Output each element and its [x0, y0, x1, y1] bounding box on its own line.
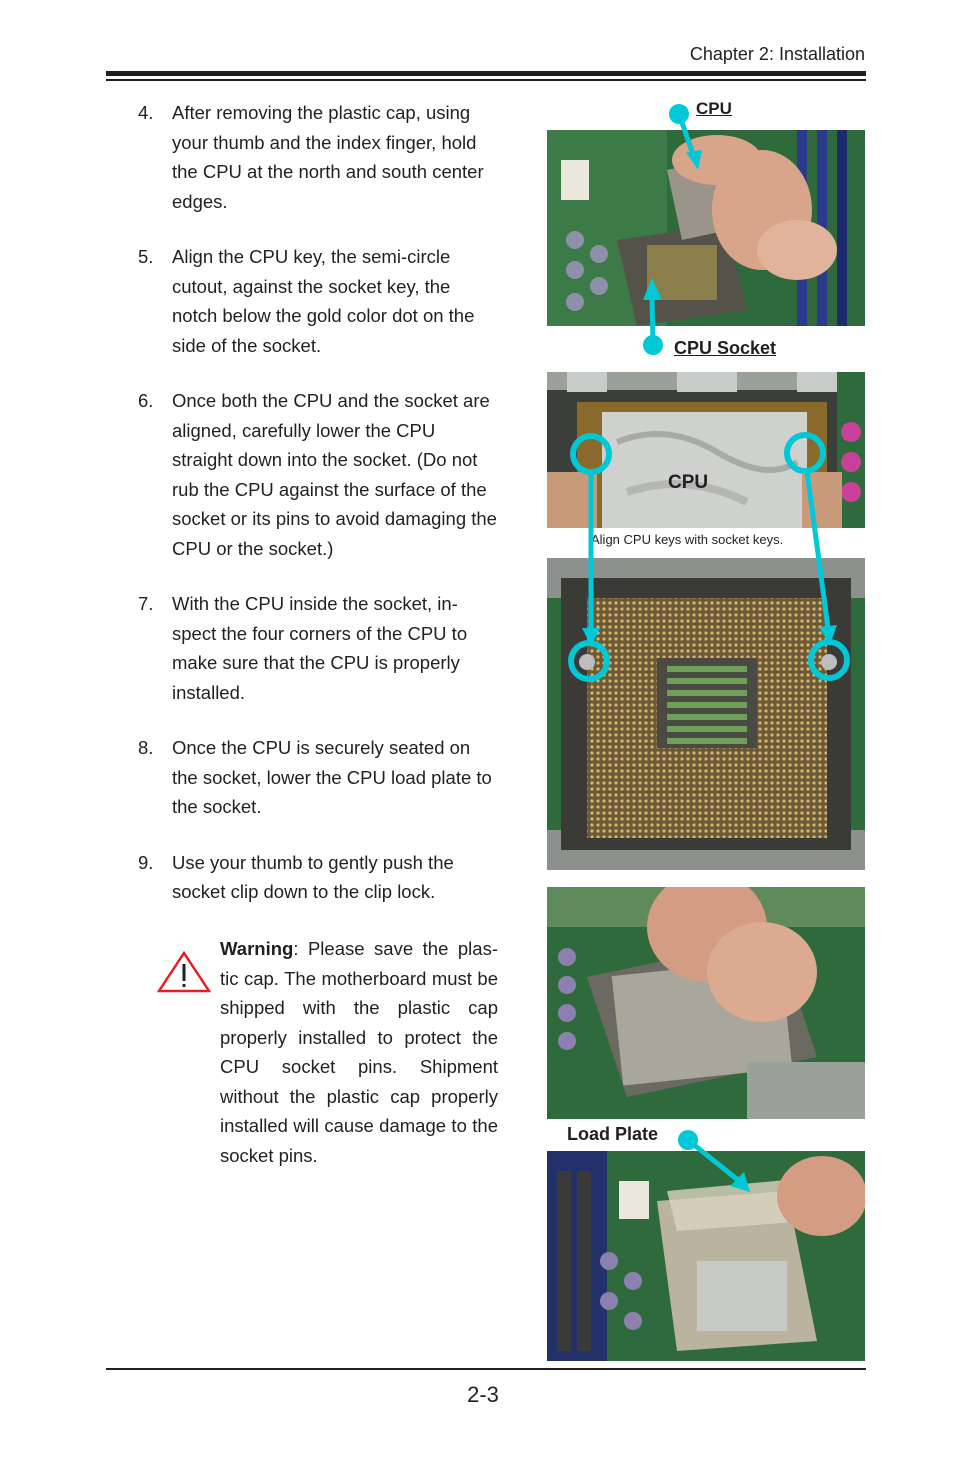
- header-rule-thick: [106, 71, 866, 76]
- photo-cpu-socket-pins: [547, 558, 865, 870]
- load-plate-pointer-dot: [678, 1130, 698, 1150]
- step-number: 8.: [138, 737, 154, 758]
- step-number: 4.: [138, 102, 154, 123]
- step-7: [138, 589, 500, 707]
- photo-load-plate: [547, 1151, 865, 1361]
- cpu-pointer-dot: [669, 104, 689, 124]
- caption-align-keys: Align CPU keys with socket keys.: [591, 532, 784, 547]
- label-cpu-top: CPU: [696, 99, 732, 118]
- chapter-header: Chapter 2: Installation: [689, 44, 865, 64]
- step-8: [138, 733, 500, 822]
- label-cpu-socket: CPU Socket: [674, 338, 777, 358]
- header-rule-thin: [106, 79, 866, 81]
- warning-title: Warning: [220, 938, 294, 959]
- step-number: 5.: [138, 246, 154, 267]
- step-text: Once both the CPU and the socket are aligned, carefully lower the CPU straight down into the socket. (Do not rub the CPU against the surface of the socket or its pins to avoid damaging the CPU or the socket.): [172, 390, 497, 559]
- label-load-plate: Load Plate: [567, 1124, 659, 1144]
- footer-rule: [106, 1368, 866, 1370]
- label-cpu-chip: CPU: [668, 472, 709, 493]
- step-9: [138, 848, 500, 907]
- warning-text: [220, 934, 498, 1170]
- socket-pointer-dot: [643, 335, 663, 355]
- warning-triangle-icon: [156, 950, 212, 994]
- step-text: Use your thumb to gently push the socket clip down to the clip lock.: [172, 851, 454, 902]
- step-text: With the CPU inside the socket, in-spect the four corners of the CPU to make sure that the CPU is properly installed.: [172, 593, 468, 703]
- step-6: [138, 386, 500, 563]
- step-text: Align the CPU key, the semi-circle cutout, against the socket key, the notch below the gold color dot on the side of the socket.: [172, 246, 475, 356]
- step-number: 6.: [138, 390, 154, 411]
- photo-cpu-above-socket: [547, 130, 865, 326]
- step-text: Once the CPU is securely seated on the socket, lower the CPU load plate to the socket.: [172, 737, 492, 817]
- step-number: 9.: [138, 851, 154, 873]
- step-text: After removing the plastic cap, using your thumb and the index finger, hold the CPU at the north and south center edges.: [172, 102, 484, 212]
- step-4: [138, 98, 500, 216]
- step-number: 7.: [138, 593, 154, 614]
- instruction-steps: [138, 98, 500, 933]
- photo-lowering-cpu: [547, 887, 865, 1119]
- page-number: 2-3: [467, 1382, 499, 1407]
- step-5: [138, 242, 500, 360]
- photo-cpu-chip: [547, 372, 865, 528]
- warning-body: : Please save the plas-tic cap. The motherboard must be shipped with the plastic cap properly installed to protect the CPU socket pins. Shipment without the plastic cap properly installed will cause damage to the socket pins.: [220, 938, 498, 1166]
